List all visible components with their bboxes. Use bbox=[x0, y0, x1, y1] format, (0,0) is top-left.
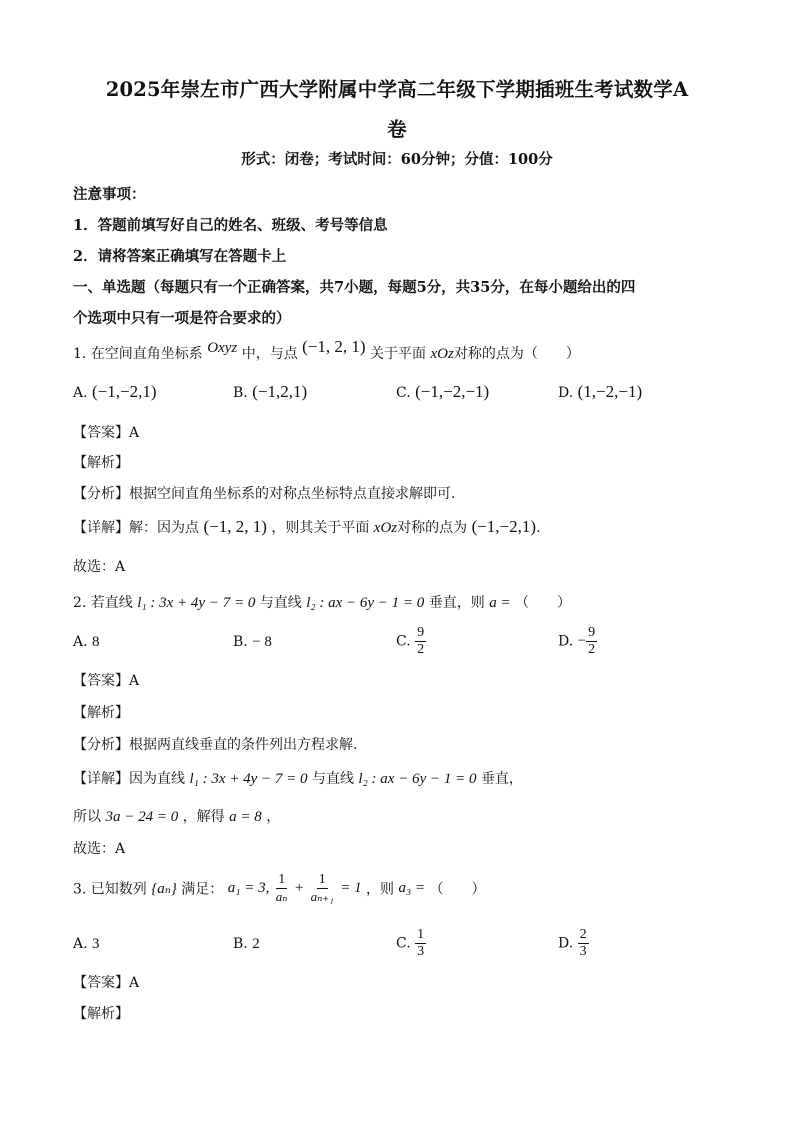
q2-option-a bbox=[73, 634, 100, 651]
q2-solution-text-2: ，解得 bbox=[182, 809, 225, 825]
option-value: 2 bbox=[252, 936, 260, 952]
q2-detail-text: 【详解】因为直线 bbox=[73, 771, 185, 787]
option-label: D. bbox=[558, 935, 574, 952]
option-value: 8 bbox=[92, 634, 100, 650]
section-heading-line-1: 一、单选题（每题只有一个正确答案，共7小题，每题5分，共35分，在每小题给出的四 bbox=[73, 279, 636, 296]
q2-line-l1: l₁ : 3x + 4y − 7 = 0 bbox=[137, 595, 256, 611]
title-line-2: 卷 bbox=[387, 118, 407, 141]
q3-stem bbox=[73, 872, 486, 905]
fraction-denominator: 2 bbox=[417, 642, 425, 657]
option-label: D. bbox=[558, 633, 574, 650]
fraction-denominator: 2 bbox=[588, 642, 596, 657]
option-label: B. bbox=[233, 385, 248, 401]
fraction bbox=[586, 625, 597, 658]
option-label: C. bbox=[396, 385, 411, 401]
section-heading-line-2: 个选项中只有一项是符合要求的） bbox=[73, 310, 291, 327]
q3-stem-text-4: （ ） bbox=[429, 881, 486, 898]
option-label: B. bbox=[233, 634, 248, 650]
option-label: A. bbox=[73, 634, 88, 650]
q3-option-d bbox=[558, 927, 589, 960]
q2-solution-text: 所以 bbox=[73, 809, 101, 825]
q2-detail bbox=[73, 768, 523, 788]
q2-result: a = 8 bbox=[229, 809, 262, 825]
option-label: C. bbox=[396, 935, 411, 952]
q3-stem-text-3: ，则 bbox=[366, 881, 395, 898]
q3-sequence: {aₙ} bbox=[151, 881, 177, 897]
fraction bbox=[415, 625, 426, 658]
q1-plane: xOz bbox=[430, 346, 454, 362]
option-label: B. bbox=[233, 936, 248, 952]
q1-detail-end: . bbox=[536, 520, 541, 536]
q2-detail-l1: l₁ : 3x + 4y − 7 = 0 bbox=[189, 771, 308, 787]
q1-option-d bbox=[558, 382, 642, 402]
fraction bbox=[415, 927, 426, 960]
q2-stem-text-2: 与直线 bbox=[259, 595, 302, 611]
q3-option-c bbox=[396, 927, 426, 960]
q1-option-b bbox=[233, 382, 307, 402]
q3-condition-sum: = 1 bbox=[340, 880, 362, 896]
fraction-numerator: 1 bbox=[318, 872, 326, 887]
fraction-denominator: aₙ bbox=[275, 889, 288, 904]
q1-detail-result: (−1,−2,1) bbox=[471, 517, 537, 536]
q1-stem bbox=[73, 337, 580, 363]
fraction-numerator: 9 bbox=[417, 625, 425, 640]
q3-target: a₃ = bbox=[398, 880, 426, 896]
q2-option-d bbox=[558, 625, 597, 658]
q1-detail-text-2: ，则其关于平面 bbox=[271, 520, 370, 536]
q1-option-a bbox=[73, 382, 157, 402]
q3-stem-text-2: 满足： bbox=[181, 881, 224, 898]
fraction-denominator: 3 bbox=[417, 944, 425, 959]
q1-analysis: 【分析】根据空间直角坐标系的对称点坐标特点直接求解即可. bbox=[73, 486, 456, 502]
q1-choice: 故选：A bbox=[73, 559, 126, 575]
notes-heading: 注意事项： bbox=[73, 186, 146, 203]
q1-detail-point: (−1, 2, 1) bbox=[203, 517, 267, 536]
q2-detail-l2: l₂ : ax − 6y − 1 = 0 bbox=[358, 771, 477, 787]
q2-equation: 3a − 24 = 0 bbox=[105, 809, 179, 825]
q2-variable: a = bbox=[489, 595, 511, 611]
q2-detail-text-2: 与直线 bbox=[311, 771, 354, 787]
option-sign: − bbox=[577, 633, 587, 649]
q1-detail-text-3: 对称的点为 bbox=[397, 520, 468, 536]
fraction-numerator: 2 bbox=[579, 927, 587, 942]
q3-stem-text: 3. 已知数列 bbox=[73, 881, 147, 898]
page-title bbox=[60, 70, 734, 150]
q2-option-b bbox=[233, 634, 272, 651]
option-label: A. bbox=[73, 936, 88, 952]
q1-stem-text: 1. 在空间直角坐标系 bbox=[73, 346, 203, 362]
q2-analysis: 【分析】根据两直线垂直的条件列出方程求解. bbox=[73, 737, 358, 753]
q3-plus: + bbox=[294, 880, 305, 896]
q2-jiexi: 【解析】 bbox=[73, 705, 129, 721]
q1-stem-text-3: 关于平面 bbox=[370, 346, 427, 362]
q2-answer: 【答案】A bbox=[73, 673, 140, 689]
q1-point: (−1, 2, 1) bbox=[302, 337, 366, 356]
q2-detail-text-3: 垂直， bbox=[480, 771, 523, 787]
q1-jiexi: 【解析】 bbox=[73, 455, 129, 471]
q2-line-l2: l₂ : ax − 6y − 1 = 0 bbox=[306, 595, 425, 611]
note-item-2: 2．请将答案正确填写在答题卡上 bbox=[73, 248, 287, 265]
fraction-numerator: 1 bbox=[417, 927, 425, 942]
q3-answer: 【答案】A bbox=[73, 975, 140, 991]
q2-option-c bbox=[396, 625, 426, 658]
fraction-denominator: 3 bbox=[579, 944, 587, 959]
fraction-denominator: aₙ₊₁ bbox=[310, 889, 334, 904]
q2-stem-text-3: 垂直，则 bbox=[428, 595, 485, 611]
option-value: 3 bbox=[92, 936, 100, 952]
q3-jiexi: 【解析】 bbox=[73, 1006, 129, 1022]
option-value: (1,−2,−1) bbox=[577, 382, 643, 401]
q2-stem bbox=[73, 592, 571, 612]
q3-option-b bbox=[233, 936, 260, 953]
note-item-1: 1．答题前填写好自己的姓名、班级、考号等信息 bbox=[73, 217, 388, 234]
option-value: (−1,−2,−1) bbox=[415, 382, 490, 401]
q3-fraction-1 bbox=[274, 872, 290, 905]
q2-solution bbox=[73, 806, 280, 826]
q1-coordinate-system: Oxyz bbox=[207, 340, 238, 356]
q3-fraction-2 bbox=[309, 872, 336, 905]
q1-stem-text-4: 对称的点为（ ） bbox=[453, 346, 580, 362]
q2-solution-text-3: ， bbox=[266, 809, 281, 825]
q1-stem-text-2: 中，与点 bbox=[241, 346, 298, 362]
title-line-1: 2025年崇左市广西大学附属中学高二年级下学期插班生考试数学A bbox=[105, 78, 689, 101]
option-label: C. bbox=[396, 633, 411, 650]
q1-option-c bbox=[396, 382, 489, 402]
q2-choice: 故选：A bbox=[73, 841, 126, 857]
exam-info: 形式：闭卷；考试时间：60分钟；分值：100分 bbox=[241, 151, 553, 168]
option-value: (−1,−2,1) bbox=[92, 382, 157, 401]
fraction-numerator: 9 bbox=[588, 625, 596, 640]
q1-detail bbox=[73, 517, 541, 537]
q3-condition-a1: a₁ = 3, bbox=[227, 880, 270, 896]
q1-answer: 【答案】A bbox=[73, 425, 140, 441]
q3-option-a bbox=[73, 936, 100, 953]
option-label: A. bbox=[73, 385, 88, 401]
fraction-numerator: 1 bbox=[278, 872, 286, 887]
q1-detail-text: 【详解】解：因为点 bbox=[73, 520, 199, 536]
fraction bbox=[578, 927, 589, 960]
q2-stem-text: 2. 若直线 bbox=[73, 595, 133, 611]
q2-stem-text-4: （ ） bbox=[515, 595, 572, 611]
q1-detail-plane: xOz bbox=[373, 520, 398, 536]
option-value: (−1,2,1) bbox=[252, 382, 308, 401]
option-label: D. bbox=[558, 385, 574, 401]
option-value: − 8 bbox=[252, 634, 272, 650]
